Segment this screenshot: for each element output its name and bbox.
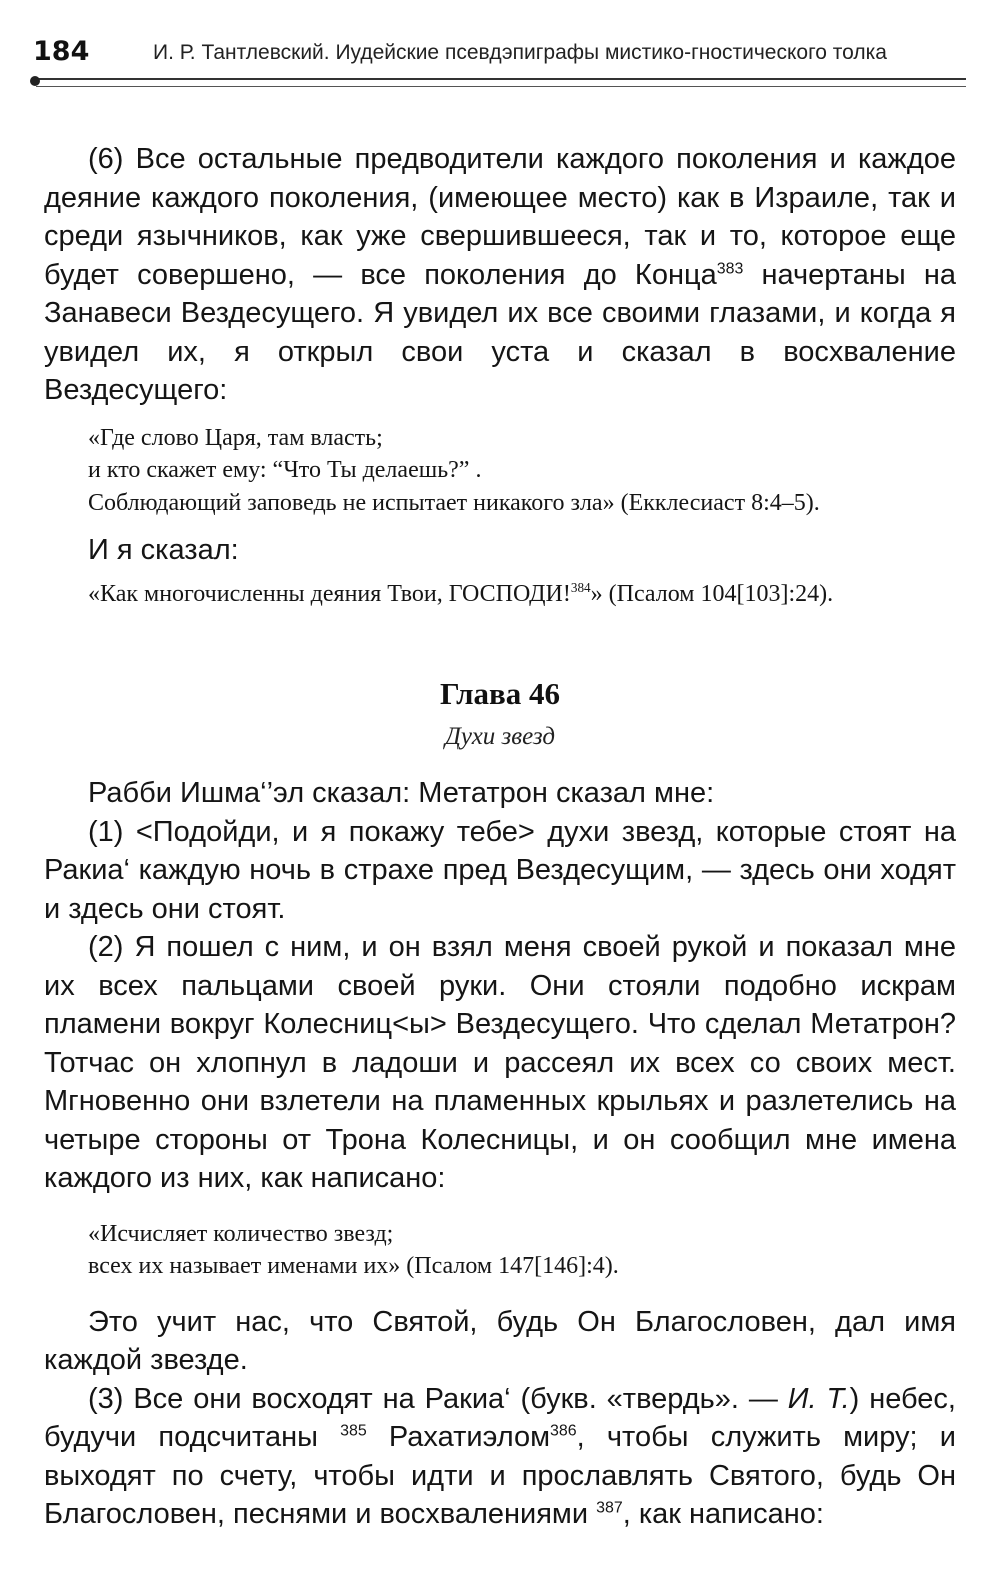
quote-line: «Исчисляет количество звезд; — [88, 1220, 394, 1247]
footnote-ref-384: 384 — [570, 579, 591, 595]
chapter-subtitle: Духи звезд — [445, 723, 555, 750]
chapter-title: Глава 46 — [439, 676, 561, 711]
paragraph-6-text-b: начертаны на Занавеси Вездесущего. Я увидел их все своими глазами, и когда я увидел их, я открыл свои уста и сказал в восхваление Вездесущего: — [44, 258, 957, 406]
paragraph-2: (2) Я пошел с ним, и он взял меня своей рукой и показал мне их всех пальцами своей руки. Они стояли подобно искрам пламени вокруг Колесниц<ы> Вездесущего. Что сделал Метатрон? Тотчас он хлопнул в ладоши и рассеял их всех со своих мест. Мгновенно они взлетели на пламенных крыльях и разлетелись на четыре стороны от Трона Колесницы, и он сообщил мне имена каждого из них, как написано: — [44, 931, 956, 1194]
author-initials: И. Т. — [787, 1382, 850, 1415]
paragraph-6-text-a: (6) Все остальные предводители каждого поколения и каждое деяние каждого поколения, (имеющее место) как в Израиле, так и среди язычников, как уже свершившееся, так и то, которое еще будет совершено, — все поколения до Конца — [44, 143, 956, 291]
quote-line: и кто скажет ему: “Что Ты делаешь?” . — [88, 457, 482, 483]
paragraph-3-text-e: , как написано: — [622, 1498, 824, 1530]
quote-line: «Где слово Царя, там власть; — [88, 424, 383, 451]
footnote-ref-383: 383 — [716, 259, 744, 277]
quote-text-a: «Как многочисленны деяния Твои, ГОСПОДИ! — [88, 580, 571, 607]
header-rule-dot — [30, 76, 40, 86]
teaches-paragraph: Это учит нас, что Святой, будь Он Благословен, дал имя каждой звезде. — [44, 1305, 956, 1376]
quote-text-b: » (Псалом 104[103]:24). — [590, 580, 834, 607]
page-number: 184 — [33, 36, 90, 67]
running-head — [33, 34, 968, 78]
paragraph-3 — [44, 1380, 956, 1534]
running-title: И. Р. Тантлевский. Иудейские псевдэпиграфы мистико-гностического толка — [153, 41, 887, 64]
header-rule — [36, 78, 966, 87]
paragraph-1: (1) <Подойди, и я покажу тебе> духи звезд, которые стоят на Ракиа‘ каждую ночь в страхе пред Вездесущим, — здесь они ходят и здесь они стоят. — [44, 815, 956, 925]
quote-psalm-104 — [44, 578, 956, 611]
paragraph-6 — [44, 140, 956, 410]
paragraph-3-text-b: ) небес, будучи подсчитаны — [44, 1382, 956, 1453]
page-body — [44, 140, 956, 1534]
footnote-ref-385: 385 — [340, 1422, 367, 1440]
paragraph-3-text-c: Рахатиэлом — [366, 1421, 551, 1453]
intro-line: Рабби Ишма‘’эл сказал: Метатрон сказал мне: — [88, 777, 715, 809]
quote-line: Соблюдающий заповедь не испытает никакого зла» (Екклесиаст 8:4–5). — [88, 489, 820, 516]
paragraph-3-text-d: , чтобы служить миру; и выходят по счету, чтобы идти и прославлять Святого, будь Он Благословен, песнями и восхвалениями — [44, 1421, 956, 1530]
footnote-ref-387: 387 — [596, 1499, 623, 1517]
and-said-line: И я сказал: — [88, 534, 239, 566]
paragraph-3-text-a: (3) Все они восходят на Ракиа‘ (букв. «твердь». — — [88, 1382, 788, 1415]
quote-psalm-147 — [44, 1218, 956, 1283]
quote-ecclesiastes — [44, 422, 956, 520]
quote-line — [88, 578, 956, 611]
footnote-ref-386: 386 — [550, 1422, 577, 1440]
quote-line: всех их называет именами их» (Псалом 147[146]:4). — [88, 1253, 619, 1279]
